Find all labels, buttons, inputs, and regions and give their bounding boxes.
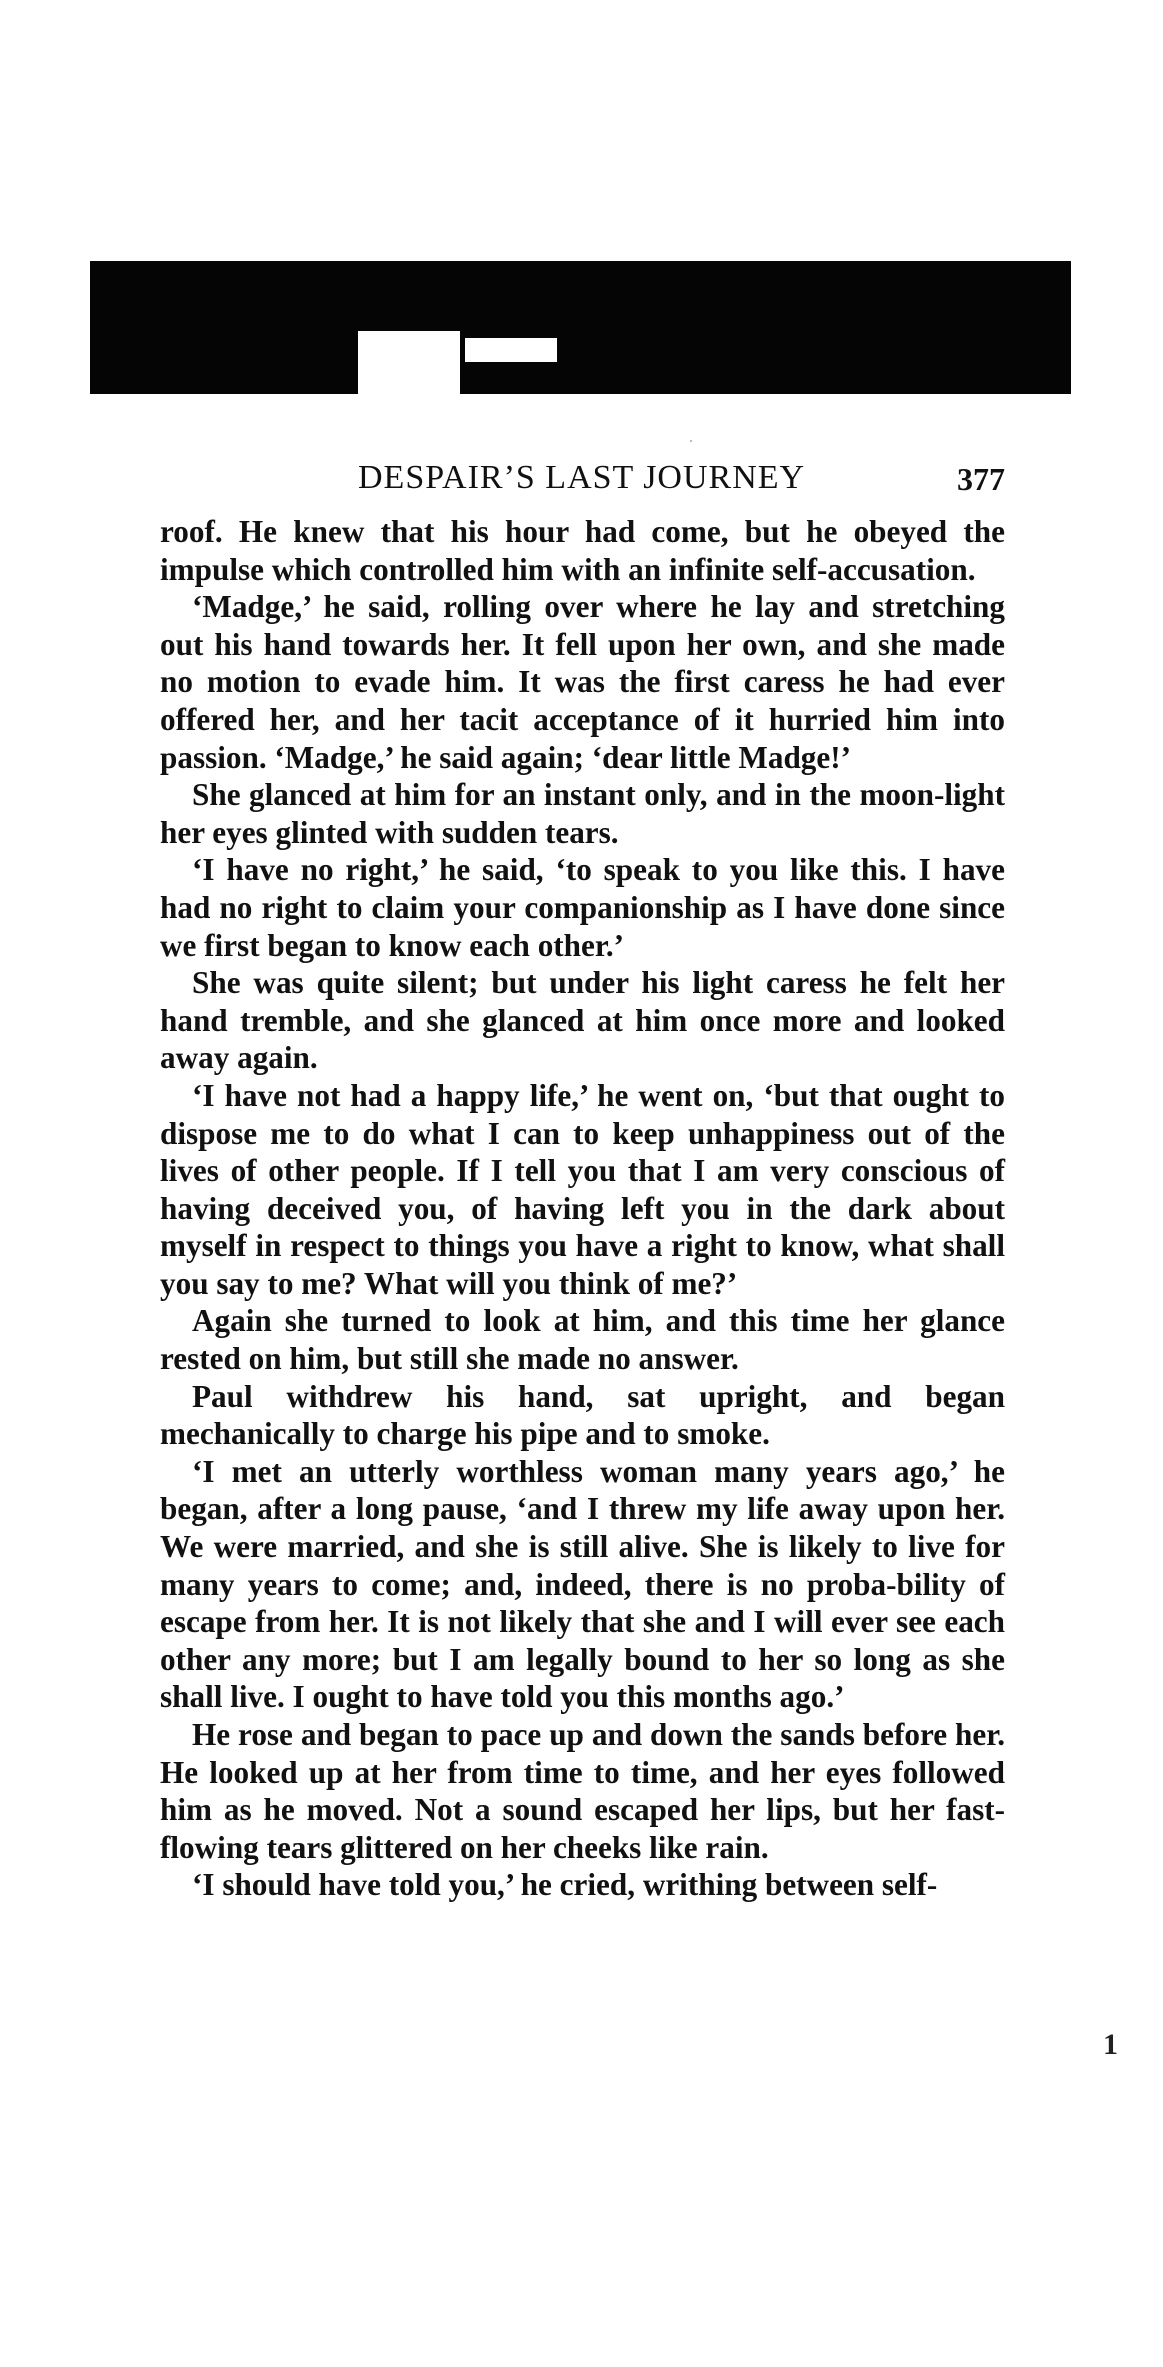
paragraph: roof. He knew that his hour had come, but he obeyed the impulse which controlled him with an infinite self-accusation. <box>160 514 1005 587</box>
running-header <box>160 455 1005 503</box>
page-number: 377 <box>957 461 1005 497</box>
paragraph: He rose and began to pace up and down the sands before her. He looked up at her from time to time, and her eyes followed him as he moved. Not a sound escaped her lips, but her fast-flowing tears glittered on her cheeks like rain. <box>160 1717 1005 1865</box>
paragraph: ‘I have no right,’ he said, ‘to speak to you like this. I have had no right to claim your companionship as I have done since we first began to know each other.’ <box>160 852 1005 963</box>
paragraph: ‘I have not had a happy life,’ he went on, ‘but that ought to dispose me to do what I can to keep unhappiness out of the lives of other people. If I tell you that I am very conscious of having deceived you, of having left you in the dark about myself in respect to things you have a right to know, what shall you say to me? What will you think of me?’ <box>160 1077 1005 1301</box>
paragraph: She glanced at him for an instant only, and in the moon-light her eyes glinted with sudden tears. <box>160 777 1005 850</box>
margin-mark: 1 <box>1103 2028 1118 2061</box>
scan-artifact-strip <box>465 338 557 362</box>
redaction-bar-left <box>90 261 358 394</box>
redaction-bar-bridge <box>350 261 470 331</box>
redaction-bar-right <box>460 261 1071 394</box>
paragraph: ‘I met an utterly worthless woman many years ago,’ he began, after a long pause, ‘and I threw my life away upon her. We were married, and she is still alive. She is likely to live for many years to come; and, indeed, there is no proba-bility of escape from her. It is not likely that she and I will ever see each other any more; but I am legally bound to her so long as she shall live. I ought to have told you this months ago.’ <box>160 1453 1005 1715</box>
paragraph: Again she turned to look at him, and this time her glance rested on him, but still she made no answer. <box>160 1303 1005 1377</box>
body-text <box>160 513 1005 1904</box>
paragraph: Paul withdrew his hand, sat upright, and began mechanically to charge his pipe and to smoke. <box>160 1378 1005 1452</box>
running-title: DESPAIR’S LAST JOURNEY <box>358 459 806 496</box>
paragraph: She was quite silent; but under his light caress he felt her hand tremble, and she glanced at him once more and looked away again. <box>160 965 1005 1076</box>
paragraph: ‘I should have told you,’ he cried, writhing between self- <box>192 1867 938 1903</box>
paragraph: ‘Madge,’ he said, rolling over where he lay and stretching out his hand towards her. It fell upon her own, and she made no motion to evade him. It was the first caress he had ever offered her, and her tacit acceptance of it hurried him into passion. ‘Madge,’ he said again; ‘dear little Madge!’ <box>160 589 1005 775</box>
scan-dust <box>690 440 692 442</box>
